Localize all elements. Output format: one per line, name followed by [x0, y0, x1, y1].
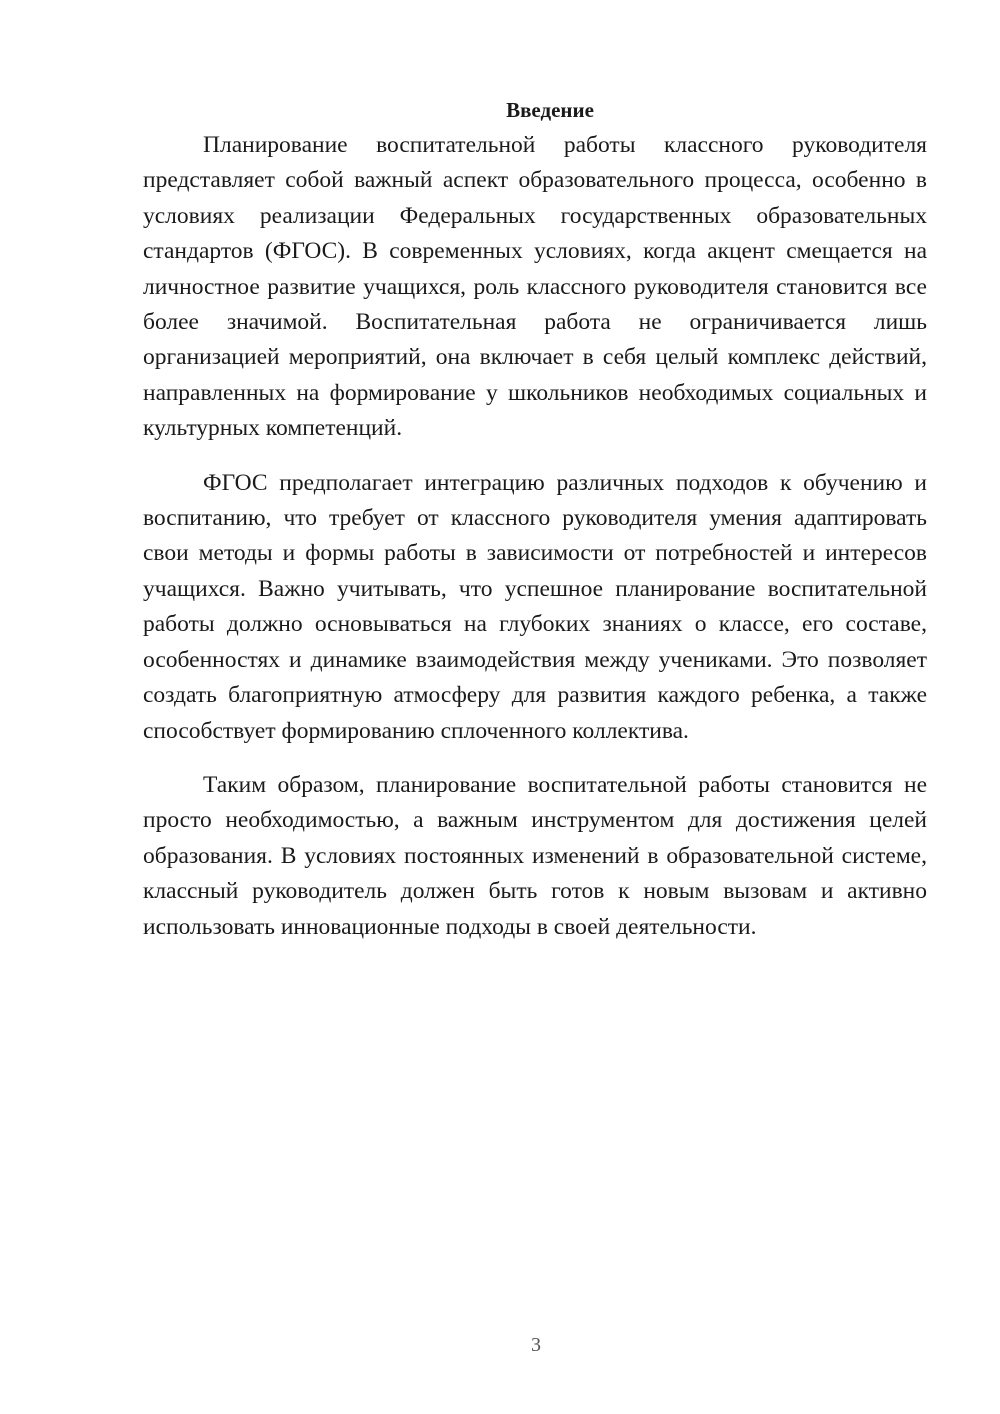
paragraph-3: Таким образом, планирование воспитательной работы становится не просто необходимостью, а важным инструментом для достижения целей образования. В условиях постоянных изменений в образовательной системе, классный руководитель должен быть готов к новым вызовам и активно использовать инновационные подходы в своей деятельности. — [143, 771, 927, 940]
page-number: 3 — [531, 1334, 541, 1356]
page-content — [143, 92, 927, 964]
section-heading: Введение — [506, 98, 594, 122]
paragraph-1: Планирование воспитательной работы классного руководителя представляет собой важный аспект образовательного процесса, особенно в условиях реализации Федеральных государственных образовательных стандартов (ФГОС). В современных условиях, когда акцент смещается на личностное развитие учащихся, роль классного руководителя становится все более значимой. Воспитательная работа не ограничивается лишь организацией мероприятий, она включает в себя целый комплекс действий, направленных на формирование у школьников необходимых социальных и культурных компетенций. — [143, 132, 927, 442]
paragraph-2: ФГОС предполагает интеграцию различных подходов к обучению и воспитанию, что требует от классного руководителя умения адаптировать свои методы и формы работы в зависимости от потребностей и интересов учащихся. Важно учитывать, что успешное планирование воспитательной работы должно основываться на глубоких знаниях о классе, его составе, особенностях и динамике взаимодействия между учениками. Это позволяет создать благоприятную атмосферу для развития каждого ребенка, а также способствует формированию сплоченного коллектива. — [143, 469, 927, 744]
